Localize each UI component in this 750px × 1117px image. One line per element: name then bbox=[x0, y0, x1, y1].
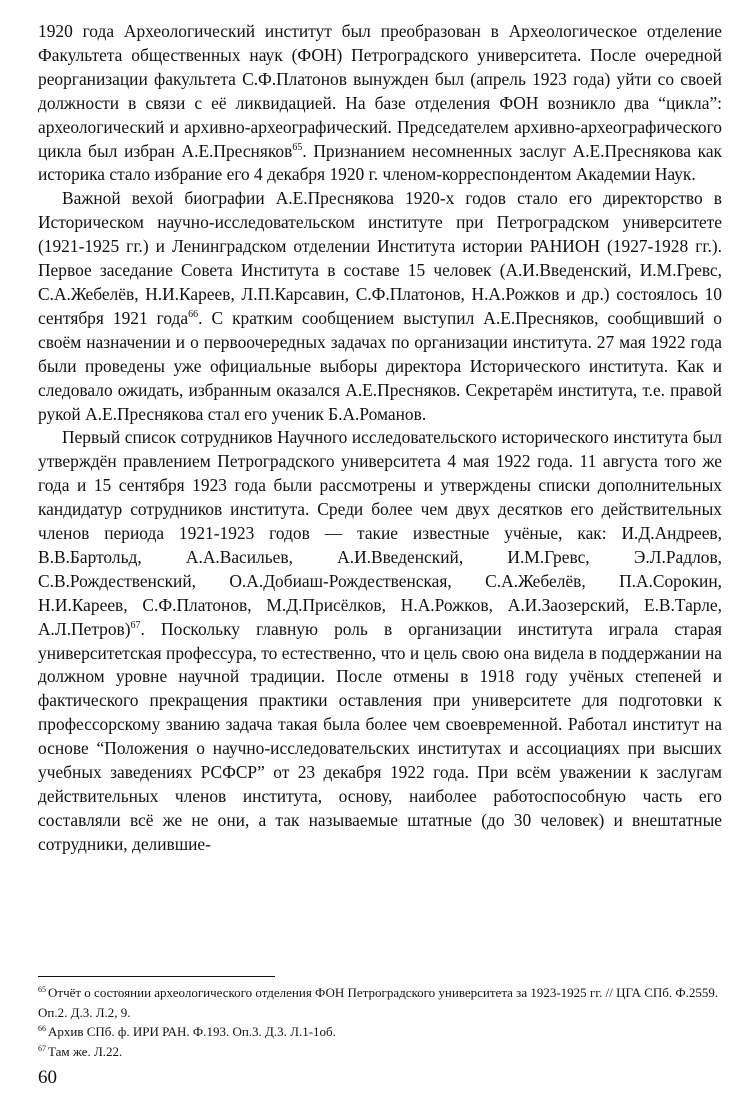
paragraph-1 bbox=[38, 20, 722, 187]
main-text bbox=[38, 20, 722, 857]
footnote-66 bbox=[38, 1022, 722, 1042]
footnote-number: 66 bbox=[38, 1024, 46, 1033]
footnote-67 bbox=[38, 1042, 722, 1062]
footnotes bbox=[38, 983, 722, 1061]
paragraph-3-text-b: . Поскольку главную роль в организации института играла старая университетская профессура, то естественно, что и цель свою она видела в поддержании на должном уровне научной традиции. После отмены в 1918 году учёных степеней и фактического прекращения практики оставления при университете для подготовки к профессорскому званию задача такая была более чем своевременной. Работал институт на основе “Положения о научно-исследовательских институтах и ассоциациях при высших учебных заведениях РСФСР” от 23 декабря 1922 года. При всём уважении к заслугам действительных членов института, основу, наиболее работоспособную часть его составляли всё же не они, а так называемые штатные (до 30 человек) и внештатные сотрудники, делившие- bbox=[38, 618, 722, 854]
footnote-divider bbox=[38, 976, 275, 977]
footnote-text: Архив СПб. ф. ИРИ РАН. Ф.193. Оп.3. Д.3. Л.1-1об. bbox=[48, 1024, 336, 1039]
page-number: 60 bbox=[38, 1067, 57, 1088]
footnote-ref-65[interactable]: 65 bbox=[292, 141, 303, 153]
paragraph-2 bbox=[38, 187, 722, 426]
footnote-number: 65 bbox=[38, 985, 46, 994]
paragraph-1-text-b: . Признанием несомненных заслуг А.Е.Преснякова как историка стало избрание его 4 декабря 1920 г. членом-корреспондентом Академии Наук. bbox=[38, 140, 722, 185]
paragraph-2-text-a: Важной вехой биографии А.Е.Преснякова 1920-х годов стало его директорство в Историческом научно-исследовательском институте при Петроградском университете (1921-1925 гг.) и Ленинградском отделении Института истории РАНИОН (1927-1928 гг.). Первое заседание Совета Института в составе 15 человек (А.И.Введенский, И.М.Гревс, С.А.Жебелёв, Н.И.Кареев, Л.П.Карсавин, С.Ф.Платонов, Н.А.Рожков и др.) состоялось 10 сентября 1921 года bbox=[38, 188, 722, 328]
footnote-ref-67[interactable]: 67 bbox=[130, 619, 141, 631]
paragraph-2-text-b: . С кратким сообщением выступил А.Е.Пресняков, сообщивший о своём назначении и о первоочередных задачах по организации института. 27 мая 1922 года были проведены уже официальные выборы директора Исторического института. Как и следовало ожидать, избранным оказался А.Е.Пресняков. Секретарём института, т.е. правой рукой А.Е.Преснякова стал его ученик Б.А.Романов. bbox=[38, 307, 722, 424]
footnote-65 bbox=[38, 983, 722, 1022]
paragraph-1-text-a: 1920 года Археологический институт был преобразован в Археологическое отделение Факультета общественных наук (ФОН) Петроградского университета. После очередной реорганизации факультета С.Ф.Платонов вынужден был (апрель 1923 года) уйти со своей должности в связи с её ликвидацией. На базе отделения ФОН возникло два “цикла”: археологический и архивно-археографический. Председателем архивно-археографического цикла был избран А.Е.Пресняков bbox=[38, 21, 722, 161]
paragraph-3 bbox=[38, 426, 722, 856]
paragraph-3-text-a: Первый список сотрудников Научного исследовательского исторического института был утверждён правлением Петроградского университета 4 мая 1922 года. 11 августа того же года и 15 сентября 1923 года были рассмотрены и утверждены списки дополнительных кандидатур сотрудников института. Среди более чем двух десятков его действительных членов периода 1921-1923 годов — такие известные учёные, как: И.Д.Андреев, В.В.Бартольд, А.А.Васильев, А.И.Введенский, И.М.Гревс, Э.Л.Радлов, С.В.Рождественский, О.А.Добиаш-Рождественская, С.А.Жебелёв, П.А.Сорокин, Н.И.Кареев, С.Ф.Платонов, М.Д.Присёлков, Н.А.Рожков, А.И.Заозерский, Е.В.Тарле, А.Л.Петров) bbox=[38, 427, 722, 639]
footnote-number: 67 bbox=[38, 1043, 46, 1053]
footnote-text: Там же. Л.22. bbox=[48, 1043, 123, 1059]
footnote-text: Отчёт о состоянии археологического отделения ФОН Петроградского университета за 1923-1925 гг. // ЦГА СПб. Ф.2559. Оп.2. Д.3. Л.2, 9. bbox=[38, 985, 719, 1020]
footnote-ref-66[interactable]: 66 bbox=[188, 308, 199, 320]
